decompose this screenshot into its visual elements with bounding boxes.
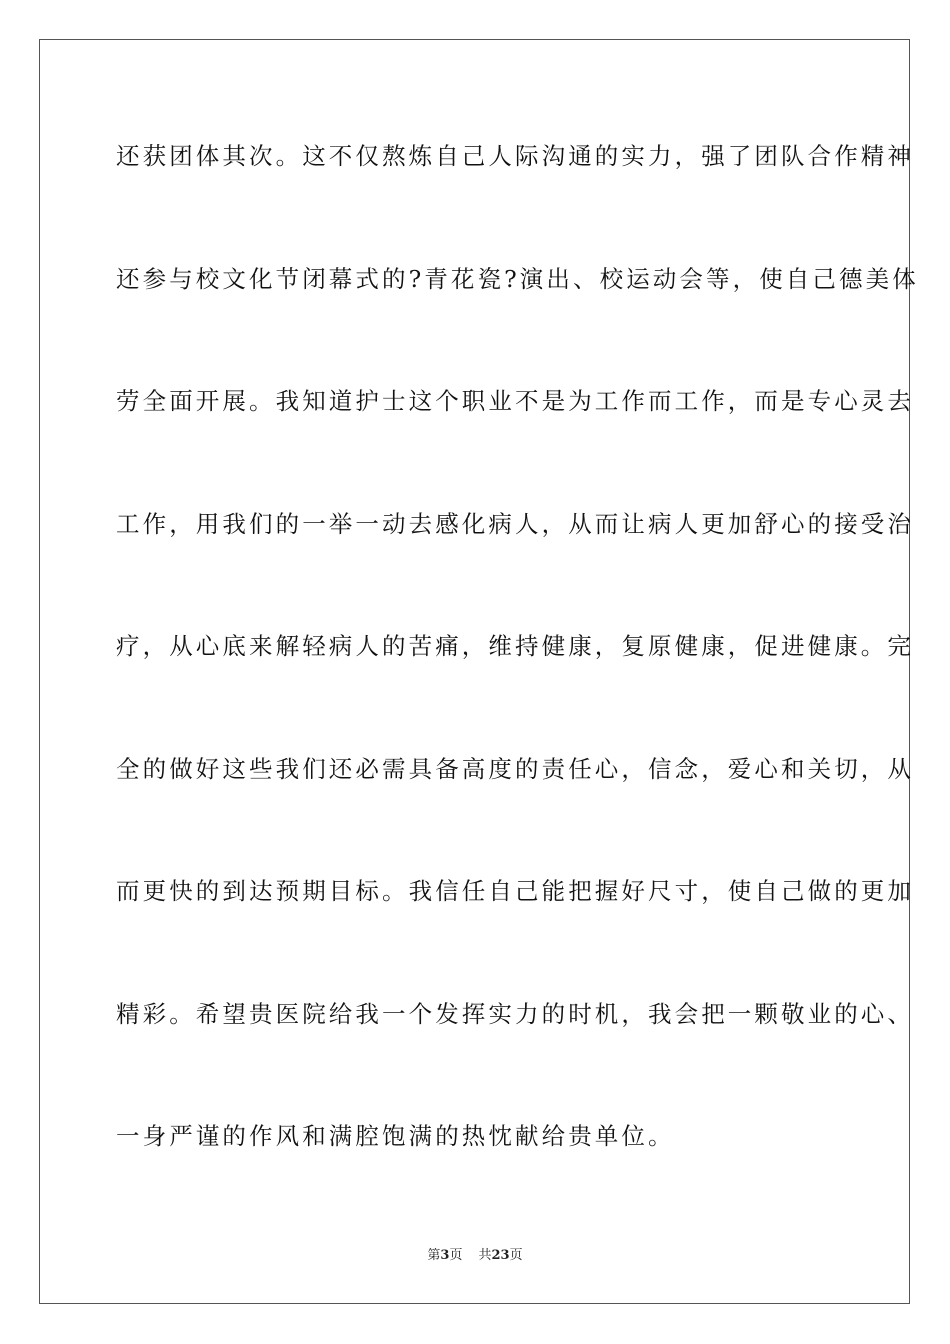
text-line: 疗，从心底来解轻病人的苦痛，维持健康，复原健康，促进健康。完 — [116, 632, 914, 660]
page-number: 3 — [440, 1248, 450, 1263]
total-label-suffix: 页 — [509, 1248, 523, 1263]
text-line: 工作，用我们的一举一动去感化病人，从而让病人更加舒心的接受治 — [116, 509, 914, 538]
document-body — [116, 126, 919, 1229]
total-pages: 23 — [491, 1248, 510, 1263]
total-label-prefix: 共 — [478, 1248, 492, 1263]
page-footer — [0, 1246, 950, 1266]
text-line: 劳全面开展。我知道护士这个职业不是为工作而工作，而是专心灵去 — [116, 387, 914, 415]
text-line: 精彩。希望贵医院给我一个发挥实力的时机，我会把一颗敬业的心、 — [116, 999, 914, 1028]
page-label-suffix: 页 — [449, 1248, 463, 1263]
text-line: 还参与校文化节闭幕式的?青花瓷?演出、校运动会等，使自己德美体 — [116, 264, 919, 293]
text-line: 一身严谨的作风和满腔饱满的热忱献给贵单位。 — [116, 1122, 675, 1150]
page-label-prefix: 第 — [427, 1248, 441, 1263]
text-line: 而更快的到达预期目标。我信任自己能把握好尺寸，使自己做的更加 — [116, 877, 914, 905]
text-line: 全的做好这些我们还必需具备高度的责任心，信念，爱心和关切，从 — [116, 754, 914, 783]
text-line: 还获团体其次。这不仅熬炼自己人际沟通的实力，强了团队合作精神 — [116, 142, 914, 170]
